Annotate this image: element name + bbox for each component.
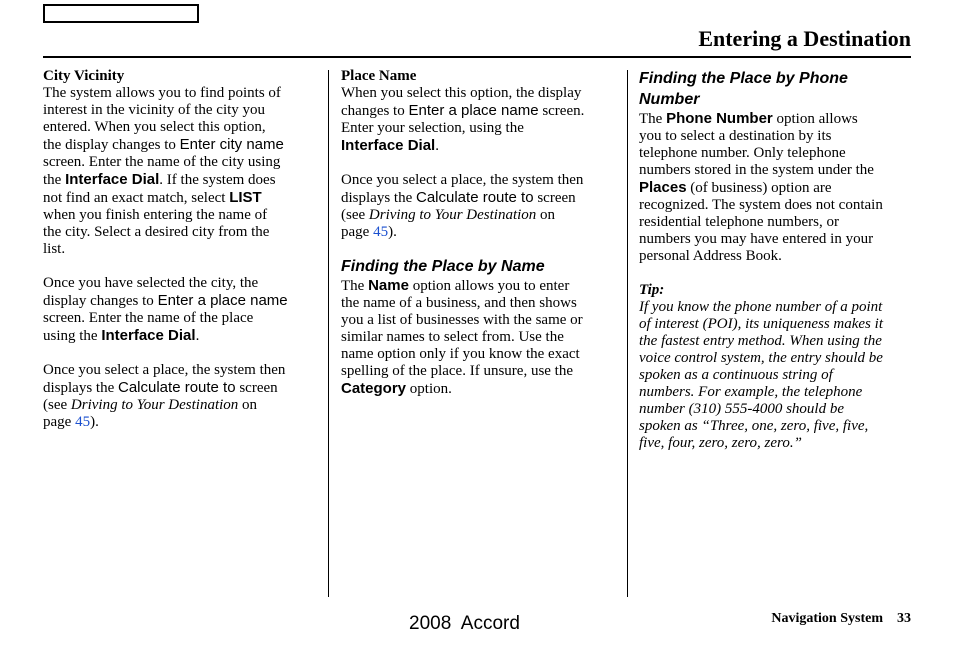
text-run: number (310) 555-4000 should be bbox=[639, 401, 844, 417]
text-line bbox=[341, 380, 621, 398]
text-line bbox=[341, 346, 621, 363]
paragraph bbox=[43, 85, 321, 258]
text-line bbox=[43, 224, 321, 241]
text-line bbox=[639, 231, 914, 248]
text-line bbox=[639, 128, 914, 145]
text-line bbox=[639, 418, 914, 435]
screen-name: Calculate route to bbox=[118, 379, 236, 396]
text-line bbox=[43, 119, 321, 136]
paragraph bbox=[43, 275, 321, 345]
text-line bbox=[341, 137, 621, 155]
text-run: residential telephone numbers, or bbox=[639, 214, 839, 230]
tip-label: Tip: bbox=[639, 282, 665, 298]
text-line bbox=[43, 171, 321, 189]
text-run: screen bbox=[533, 190, 576, 206]
text-run: Once you have selected the city, the bbox=[43, 275, 259, 291]
section-heading-find-by-phone bbox=[639, 68, 914, 110]
column-divider-1 bbox=[328, 70, 329, 597]
text-line bbox=[639, 435, 914, 452]
text-run: voice control system, the entry should be bbox=[639, 350, 883, 366]
text-run: not find an exact match, select bbox=[43, 190, 230, 206]
text-run: you to select a destination by its bbox=[639, 128, 832, 144]
text-line bbox=[639, 350, 914, 367]
text-line bbox=[341, 189, 621, 207]
column-place-name bbox=[341, 68, 621, 398]
text-run: similar names to select from. Use the bbox=[341, 329, 564, 345]
text-line bbox=[639, 110, 914, 128]
paragraph bbox=[43, 362, 321, 431]
text-line bbox=[639, 316, 914, 333]
text-line bbox=[639, 401, 914, 418]
text-run: screen. bbox=[538, 103, 585, 119]
footer-model: 2008 Accord bbox=[409, 613, 520, 634]
text-run: ). bbox=[388, 224, 397, 240]
text-line bbox=[639, 162, 914, 179]
column-city-vicinity bbox=[43, 68, 321, 431]
text-run: page bbox=[341, 224, 374, 240]
text-run: changes to bbox=[341, 103, 409, 119]
footer-page-info bbox=[771, 611, 911, 627]
text-run: when you finish entering the name of bbox=[43, 207, 268, 223]
screen-name: Enter a place name bbox=[408, 102, 539, 119]
text-run: The system allows you to find points of bbox=[43, 85, 281, 101]
text-line bbox=[341, 102, 621, 120]
text-run: Once you select a place, the system then bbox=[341, 172, 584, 188]
paragraph bbox=[341, 277, 621, 398]
heading-line: Finding the Place by Phone bbox=[639, 70, 848, 87]
text-line bbox=[639, 248, 914, 265]
text-run: screen. Enter the name of the place bbox=[43, 310, 254, 326]
text-line bbox=[43, 85, 321, 102]
text-run: the fastest entry method. When using the bbox=[639, 333, 882, 349]
text-line bbox=[341, 172, 621, 189]
text-run: When you select this option, the display bbox=[341, 85, 582, 101]
ui-term-bold: Interface Dial bbox=[65, 171, 160, 188]
ui-term-bold: LIST bbox=[229, 189, 262, 206]
text-line bbox=[43, 102, 321, 119]
column-divider-2 bbox=[627, 70, 628, 597]
text-run: The bbox=[341, 278, 369, 294]
text-run: . If the system does bbox=[159, 172, 276, 188]
text-run: option allows you to enter bbox=[408, 278, 570, 294]
text-line bbox=[341, 312, 621, 329]
text-run: interest in the vicinity of the city you bbox=[43, 102, 266, 118]
text-run: on bbox=[536, 207, 556, 223]
text-line bbox=[639, 179, 914, 197]
section-heading-place-name: Place Name bbox=[341, 68, 417, 84]
column-find-by-phone bbox=[639, 68, 914, 452]
page-link[interactable]: 45 bbox=[75, 414, 91, 430]
text-line bbox=[639, 197, 914, 214]
text-run: (see bbox=[43, 397, 71, 413]
text-run: screen bbox=[235, 380, 278, 396]
text-run: telephone number. Only telephone bbox=[639, 145, 846, 161]
ui-term-bold: Name bbox=[368, 277, 409, 294]
ui-term-bold: Category bbox=[341, 380, 407, 397]
heading-line: Number bbox=[639, 91, 700, 108]
ui-term-bold: Places bbox=[639, 179, 687, 196]
text-line bbox=[341, 295, 621, 312]
header-tab-box bbox=[43, 4, 199, 23]
tip-paragraph bbox=[639, 299, 914, 452]
text-line bbox=[43, 154, 321, 171]
footer-page-number: 33 bbox=[897, 611, 911, 626]
ui-term-bold: Interface Dial bbox=[341, 137, 436, 154]
text-line bbox=[639, 214, 914, 231]
text-run: displays the bbox=[43, 380, 118, 396]
text-run: numbers stored in the system under the bbox=[639, 162, 874, 178]
text-line bbox=[43, 379, 321, 397]
text-line bbox=[43, 310, 321, 327]
text-run: spoken as “Three, one, zero, five, five, bbox=[639, 418, 869, 434]
text-line bbox=[341, 120, 621, 137]
text-run: . bbox=[435, 138, 439, 154]
italic-reference: Driving to Your Destination bbox=[368, 207, 537, 223]
text-line bbox=[43, 189, 321, 207]
screen-name: Enter a place name bbox=[157, 292, 288, 309]
paragraph bbox=[639, 110, 914, 265]
header-rule bbox=[43, 56, 911, 58]
text-run: (see bbox=[341, 207, 369, 223]
text-run: ). bbox=[90, 414, 99, 430]
text-run: the display changes to bbox=[43, 137, 180, 153]
page-link[interactable]: 45 bbox=[373, 224, 389, 240]
text-line bbox=[43, 327, 321, 345]
section-heading-city-vicinity: City Vicinity bbox=[43, 68, 125, 84]
text-run: recognized. The system does not contain bbox=[639, 197, 883, 213]
text-line bbox=[341, 224, 621, 241]
text-run: numbers. For example, the telephone bbox=[639, 384, 863, 400]
text-line bbox=[43, 362, 321, 379]
text-line bbox=[639, 333, 914, 350]
text-run: five, four, zero, zero, zero.” bbox=[639, 435, 802, 451]
text-line bbox=[43, 397, 321, 414]
text-line bbox=[43, 414, 321, 431]
text-run: you a list of businesses with the same or bbox=[341, 312, 583, 328]
text-run: the bbox=[43, 172, 66, 188]
text-run: using the bbox=[43, 328, 102, 344]
text-line bbox=[639, 384, 914, 401]
text-line bbox=[43, 241, 321, 258]
text-run: the name of a business, and then shows bbox=[341, 295, 577, 311]
text-run: The bbox=[639, 111, 667, 127]
text-run: spelling of the place. If unsure, use the bbox=[341, 363, 574, 379]
text-run: Enter your selection, using the bbox=[341, 120, 524, 136]
text-run: option. bbox=[406, 381, 452, 397]
text-run: entered. When you select this option, bbox=[43, 119, 266, 135]
text-run: . bbox=[195, 328, 200, 344]
text-run: Once you select a place, the system then bbox=[43, 362, 286, 378]
text-run: of interest (POI), its uniqueness makes it bbox=[639, 316, 883, 332]
text-line bbox=[341, 207, 621, 224]
paragraph bbox=[341, 172, 621, 241]
text-run: numbers you may have entered in your bbox=[639, 231, 874, 247]
text-run: list. bbox=[43, 241, 66, 257]
footer-section: Navigation System bbox=[771, 611, 883, 626]
text-line bbox=[43, 275, 321, 292]
text-run: displays the bbox=[341, 190, 416, 206]
italic-reference: Driving to Your Destination bbox=[70, 397, 239, 413]
text-run: (of business) option are bbox=[686, 180, 832, 196]
text-run: personal Address Book. bbox=[639, 248, 782, 264]
paragraph bbox=[341, 85, 621, 155]
text-line bbox=[341, 363, 621, 380]
text-run: on bbox=[238, 397, 258, 413]
text-line bbox=[43, 136, 321, 154]
text-run: screen. Enter the name of the city using bbox=[43, 154, 281, 170]
text-line bbox=[43, 292, 321, 310]
screen-name: Calculate route to bbox=[416, 189, 534, 206]
section-heading-find-by-name: Finding the Place by Name bbox=[341, 258, 545, 275]
text-line bbox=[341, 85, 621, 102]
text-line bbox=[43, 207, 321, 224]
page-title: Entering a Destination bbox=[698, 26, 911, 51]
text-line bbox=[639, 299, 914, 316]
ui-term-bold: Interface Dial bbox=[101, 327, 196, 344]
text-line bbox=[341, 329, 621, 346]
text-run: name option only if you know the exact bbox=[341, 346, 580, 362]
text-run: spoken as a continuous string of bbox=[639, 367, 833, 383]
text-run: display changes to bbox=[43, 293, 158, 309]
screen-name: Enter city name bbox=[179, 136, 284, 153]
text-line bbox=[639, 145, 914, 162]
text-run: option allows bbox=[772, 111, 858, 127]
text-run: page bbox=[43, 414, 76, 430]
text-line bbox=[341, 277, 621, 295]
ui-term-bold: Phone Number bbox=[666, 110, 773, 127]
text-run: If you know the phone number of a point bbox=[639, 299, 883, 315]
text-line bbox=[639, 367, 914, 384]
text-run: the city. Select a desired city from the bbox=[43, 224, 270, 240]
